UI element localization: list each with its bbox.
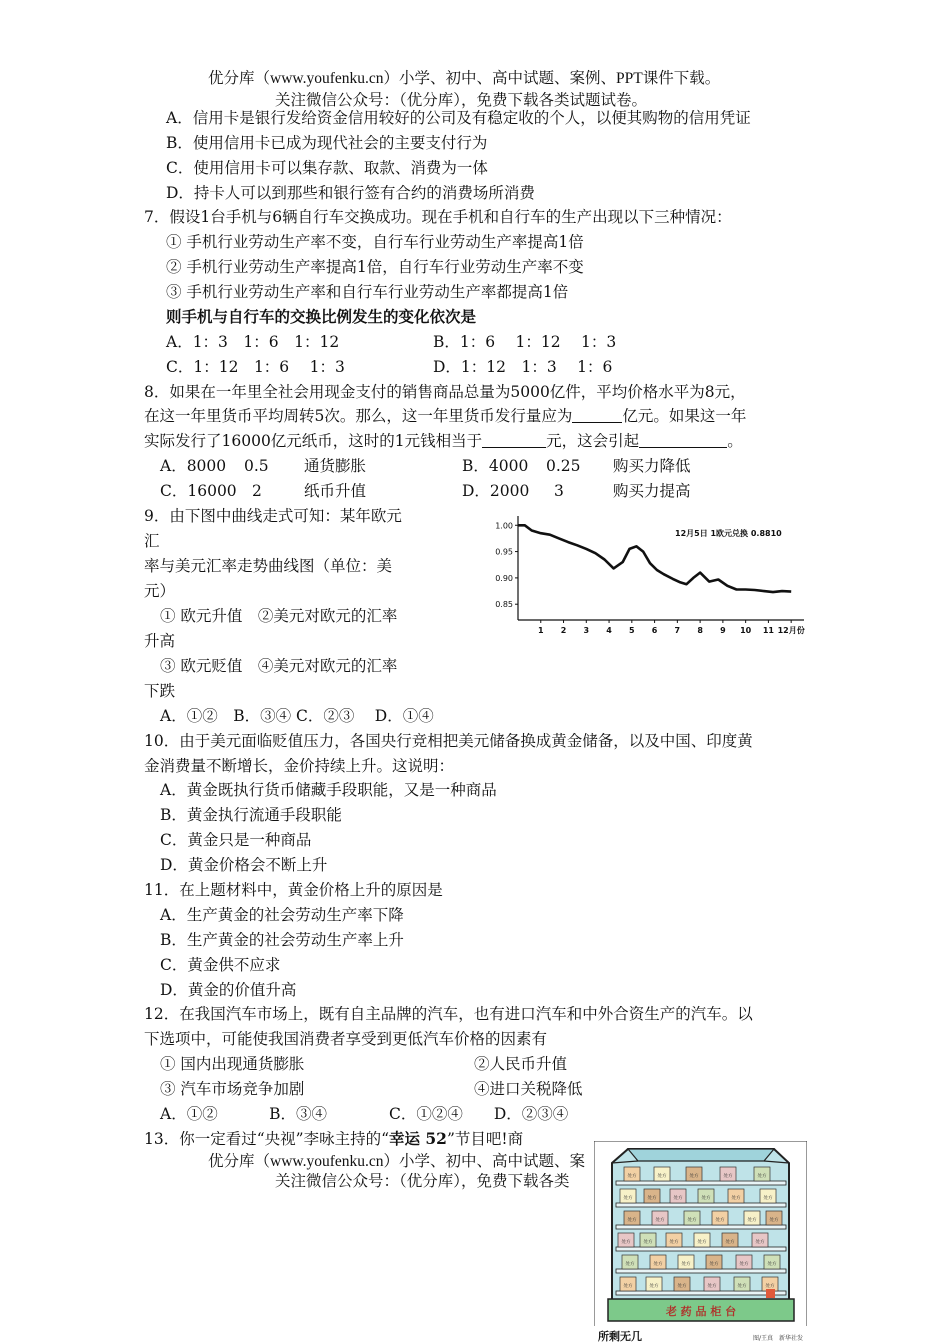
q11-option-b: B．生产黄金的社会劳动生产率上升 [160, 931, 404, 949]
q11-option-a: A．生产黄金的社会劳动生产率下降 [160, 906, 404, 924]
q8-line-3 [144, 430, 743, 452]
q10-option-c: C．黄金只是一种商品 [160, 831, 312, 849]
q9-options: A．①② B．③④ C．②③ D．①④ [160, 707, 434, 725]
q8-option-a-effect: 通货膨胀 [304, 457, 367, 475]
q9-line-2: 汇 [144, 532, 160, 550]
q8-option-d-effect: 购买力提高 [613, 482, 691, 500]
chart-y-tick-label: 1.00 [495, 521, 513, 531]
chart-annotation: 12月5日 1欧元兑换 0.8810 [675, 529, 782, 538]
q12-item-3: ③ 汽车市场竞争加剧 [160, 1080, 305, 1098]
q8-blank-1 [572, 406, 622, 423]
poster-box-label: 处方 [655, 1218, 665, 1223]
q9-line-5: ① 欧元升值 ②美元对欧元的汇率 [160, 607, 398, 625]
poster-box-label: 处方 [701, 1196, 711, 1201]
q9-line-3: 率与美元汇率走势曲线图（单位：美 [144, 557, 393, 575]
q8-option-b-label: B．4000 [462, 457, 529, 475]
chart-y-tick-label: 0.85 [495, 600, 513, 610]
chart-x-tick-label: 2 [560, 626, 567, 635]
poster-box-label: 处方 [725, 1240, 735, 1245]
poster-box-label: 处方 [627, 1174, 637, 1179]
q12-item-1: ① 国内出现通货膨胀 [160, 1055, 305, 1073]
poster-box-label: 处方 [769, 1218, 779, 1223]
q7-stem: 7．假设1台手机与6辆自行车交换成功。现在手机和自行车的生产出现以下三种情况： [144, 208, 732, 226]
chart-x-tick-label: 8 [697, 626, 703, 635]
footer-line-2: 关注微信公众号：（优分库），免费下载各类 [275, 1173, 570, 1190]
q8-option-a-value: 0.5 [244, 457, 269, 475]
q8-option-c-effect: 纸币升值 [304, 482, 367, 500]
q8-line-3-a: 实际发行了16000亿元纸币，这时的1元钱相当于 [144, 432, 483, 450]
q8-line-2-b: 亿元。如果这一年 [622, 407, 747, 425]
chart-x-tick-label: 5 [629, 626, 635, 635]
q8-option-a-label: A．8000 [160, 457, 227, 475]
q8-line-2-a: 在这一年里货币平均周转5次。那么，这一年里货币发行量应为 [144, 407, 573, 425]
q11-stem: 11．在上题材料中，黄金价格上升的原因是 [144, 881, 443, 899]
q7-option-c: C．1：12 1：6 1：3 [166, 358, 345, 376]
poster-credit: 图/王真 新华社发 [752, 1335, 803, 1342]
poster-box-label: 处方 [643, 1240, 653, 1245]
poster-box-label: 处方 [739, 1262, 749, 1267]
counter-label: 老 药 品 柜 台 [665, 1305, 737, 1318]
q13-show-name: 幸运 52 [389, 1129, 447, 1148]
q12-item-2: ②人民币升值 [474, 1055, 568, 1073]
chart-x-tick-label: 7 [674, 626, 681, 635]
q8-option-c-label: C．16000 [160, 482, 237, 500]
q8-option-b-value: 0.25 [546, 457, 581, 475]
q8-option-d-label: D．2000 [462, 482, 530, 500]
q9-line-8: 下跌 [144, 682, 176, 700]
q8-blank-3 [639, 431, 727, 448]
q6-option-b: B．使用信用卡已成为现代社会的主要支付行为 [166, 134, 488, 152]
q8-line-3-b: 元，这会引起 [546, 432, 640, 450]
poster-box-label: 处方 [765, 1284, 775, 1289]
poster-box-label: 处方 [687, 1218, 697, 1223]
q13-line-1 [144, 1128, 523, 1150]
poster-box-label: 处方 [669, 1240, 679, 1245]
poster-box-label: 处方 [689, 1174, 699, 1179]
poster-box-label: 处方 [731, 1196, 741, 1201]
chart-x-tick-label: 9 [720, 626, 726, 635]
chart-x-tick-label: 12月份 [777, 626, 805, 635]
q10-option-a: A．黄金既执行货币储藏手段职能，又是一种商品 [160, 781, 497, 799]
poster-box-label: 处方 [653, 1262, 663, 1267]
q8-option-c-value: 2 [252, 482, 262, 500]
header-line-2: 关注微信公众号：（优分库），免费下载各类试题试卷。 [275, 92, 648, 109]
chart-y-tick-label: 0.90 [495, 573, 513, 583]
medicine-cabinet-cartoon [594, 1141, 807, 1344]
q7-case-1: ① 手机行业劳动生产率不变，自行车行业劳动生产率提高1倍 [166, 233, 584, 251]
poster-box-label: 处方 [747, 1218, 757, 1223]
poster-shelf [616, 1269, 786, 1273]
q10-line-1: 10．由于美元面临贬值压力，各国央行竞相把美元储备换成黄金储备，以及中国、印度黄 [144, 732, 753, 750]
q10-line-2: 金消费量不断增长，金价持续上升。这说明： [144, 757, 455, 775]
chart-x-tick-label: 6 [651, 626, 658, 635]
chart-x-tick-label: 11 [762, 626, 774, 635]
chart-y-tick-label: 0.95 [495, 547, 513, 557]
poster-box-label: 处方 [677, 1284, 687, 1289]
poster-shelf [616, 1225, 786, 1229]
poster-box-label: 处方 [623, 1284, 633, 1289]
poster-box-label: 处方 [627, 1218, 637, 1223]
q6-option-c: C．使用信用卡可以集存款、取款、消费为一体 [166, 159, 488, 177]
poster-box-label: 处方 [709, 1262, 719, 1267]
q13-post: ”节目吧!商 [446, 1130, 524, 1148]
q9-line-6: 升高 [144, 632, 176, 650]
poster-shelf [616, 1291, 786, 1295]
chart-x-tick-label: 4 [606, 626, 612, 635]
poster-box-label: 处方 [763, 1196, 773, 1201]
poster-box-label: 处方 [707, 1284, 717, 1289]
poster-shelf [616, 1181, 786, 1185]
q6-option-d: D．持卡人可以到那些和银行签有合约的消费场所消费 [166, 184, 535, 202]
poster-box-label: 处方 [621, 1240, 631, 1245]
q8-blank-2 [482, 431, 546, 448]
q12-line-1: 12．在我国汽车市场上，既有自主品牌的汽车，也有进口汽车和中外合资生产的汽车。以 [144, 1005, 753, 1023]
chart-x-tick-label: 1 [537, 626, 544, 635]
q7-option-d: D．1：12 1：3 1：6 [433, 358, 613, 376]
poster-box-label: 处方 [697, 1240, 707, 1245]
poster-box-label: 处方 [737, 1284, 747, 1289]
poster-box-label: 处方 [767, 1262, 777, 1267]
q8-option-d-value: 3 [554, 482, 564, 500]
footer-line-1: 优分库（www.youfenku.cn）小学、初中、高中试题、案 [208, 1153, 585, 1170]
poster-box-label: 处方 [723, 1174, 733, 1179]
q7-option-b: B．1：6 1：12 1：3 [433, 333, 617, 351]
poster-box-label: 处方 [755, 1240, 765, 1245]
poster-box-label: 处方 [649, 1284, 659, 1289]
q13-pre: 13．你一定看过“央视”李咏主持的“ [144, 1130, 389, 1148]
poster-box-label: 处方 [681, 1262, 691, 1267]
poster-box-label: 处方 [715, 1218, 725, 1223]
poster-box-label: 处方 [657, 1174, 667, 1179]
poster-box-label: 处方 [673, 1196, 683, 1201]
poster-box-label: 处方 [647, 1196, 657, 1201]
q12-line-2: 下选项中，可能使我国消费者享受到更低汽车价格的因素有 [144, 1030, 548, 1048]
poster-shelf [616, 1203, 786, 1207]
q12-options: A．①② B．③④ C．①②④ D．②③④ [160, 1105, 569, 1123]
chart-x-tick-label: 10 [740, 626, 752, 635]
q8-line-2 [144, 405, 746, 427]
q7-option-a: A．1：3 1：6 1：12 [166, 333, 340, 351]
q7-question: 则手机与自行车的交换比例发生的变化依次是 [166, 307, 477, 326]
q9-line-7: ③ 欧元贬值 ④美元对欧元的汇率 [160, 657, 398, 675]
header-line-1: 优分库（www.youfenku.cn）小学、初中、高中试题、案例、PPT课件下载。 [208, 70, 721, 87]
q8-line-3-c: 。 [727, 432, 743, 450]
q6-option-a: A．信用卡是银行发给资金信用较好的公司及有稳定收的个人，以便其购物的信用凭证 [166, 109, 751, 127]
q7-case-3: ③ 手机行业劳动生产率和自行车行业劳动生产率都提高1倍 [166, 283, 569, 301]
poster-caption: 所剩无几 [598, 1330, 642, 1343]
q11-option-d: D．黄金的价值升高 [160, 981, 297, 999]
poster-box-label: 处方 [623, 1196, 633, 1201]
q8-line-1: 8．如果在一年里全社会用现金支付的销售商品总量为5000亿件，平均价格水平为8元， [144, 383, 746, 401]
q9-line-1: 9．由下图中曲线走式可知：某年欧元 [144, 507, 402, 525]
q11-option-c: C．黄金供不应求 [160, 956, 281, 974]
q9-line-4: 元） [144, 582, 176, 600]
q7-case-2: ② 手机行业劳动生产率提高1倍，自行车行业劳动生产率不变 [166, 258, 584, 276]
q12-item-4: ④进口关税降低 [474, 1080, 583, 1098]
exchange-rate-chart [480, 508, 810, 644]
poster-box-label: 处方 [625, 1262, 635, 1267]
chart-x-tick-label: 3 [583, 626, 590, 635]
poster-box-label: 处方 [757, 1174, 767, 1179]
q10-option-d: D．黄金价格会不断上升 [160, 856, 328, 874]
poster-shelf [616, 1247, 786, 1251]
q10-option-b: B．黄金执行流通手段职能 [160, 806, 342, 824]
q8-option-b-effect: 购买力降低 [613, 457, 691, 475]
